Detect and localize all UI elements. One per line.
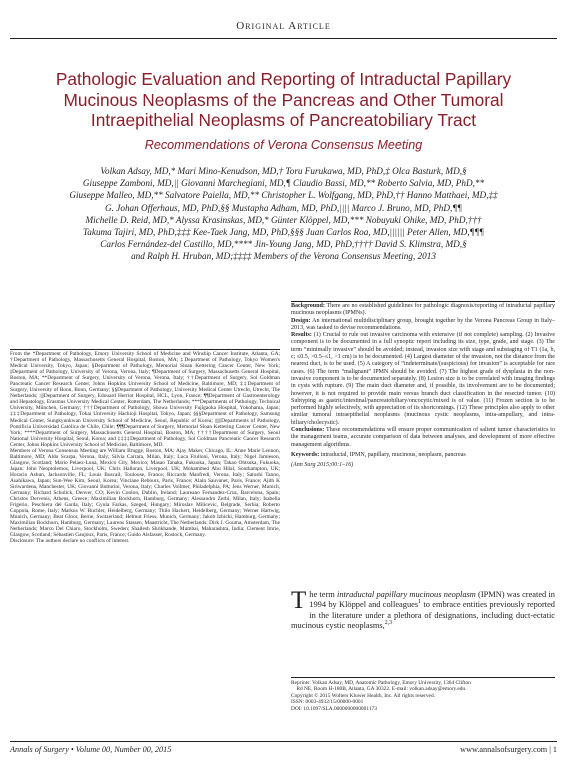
reference-2-3[interactable]: 2,3	[384, 620, 393, 627]
author-line: Giuseppe Zamboni, MD,|| Giovanni Marchegiani, MD,¶ Claudio Bassi, MD,** Roberto Salvia, MD, PhD,**	[82, 178, 485, 189]
intro-text: to embrace entities previously reported in the literature under a plethora of designations, including duct-ectatic mucinous cystic neoplasms,	[291, 600, 555, 631]
design-label: Design:	[291, 317, 311, 324]
abstract-rule	[291, 301, 555, 302]
author-line: and Ralph H. Hruban, MD;‡‡‡‡ Members of the Verona Consensus Meeting, 2013	[131, 251, 436, 262]
members-paragraph: Members of Verona Consensus Meeting are William Brugge, Boston, MA; Ajay Maker, Chicago, IL; Anne Marie Lennon, Baltimore, MD; Aldo Scarpa, Verona, Italy; Silvia Carrara, Milan, Italy; Luca Frulloni, Verona, Italy; Nigel Jamieson, Glasgow, Scotland; Mario Pelaez-Luna, Mexico City, Mexico; Masao Tanaka, Fukuoka, Japan; Takao Ohtsuka, Fukuoka, Japan; John Neoptolemos, Liverpool, UK; Chris Halloran, Liverpool, UK; Mohammed Abu Hilal, Southampton, UK; Horacio Asbun, Jacksonville, FL; Louis Buscail, Toulouse, France; Riccardo Manfredi, Verona, Italy; Satoshi Tanno, Asahikawa, Japan; Sun-Wee Kim, Seoul, Korea; Vinciane Rebours, Paris, France; Alain Sauvanet, Paris, France; Ajith K Siriwardena, Manchester, UK; Giovanni Butturini, Verona, Italy; Charles Vollmer, Philadelphia, PA; Jens Werner, Munich, Germany; Richard Schulick, Denver, CO; Kevin Conlon, Dublin, Ireland; Laureano Fernandez-Cruz, Barcelona, Spain; Christos Dervenis, Athens, Greece; Maximilian Bockhorn, Hamburg, Germany; Alessandro Zerbi, Milan, Italy; Isabella Frigerio, Peschiera del Garda, Italy; Gyula Farkas, Szeged, Hungary; Miroslav Milicevic, Belgrade, Serbia; Roberto Coppola, Rome, Italy; Markus W. Buchler, Heidelberg, Germany; Thilo Hackert, Heidelberg, Germany; Werner Hartwig, Munich, Germany; Beat Gloor, Berne, Switzerland; Helmut Friess, Munich, Germany; Jakob Izbicki, Hamburg, Germany; Maximilian Bockhorn, Hamburg, Germany; Laurens Stassen, Maastricht, The Netherlands; Dirk J. Gouma, Amsterdam, The Netherlands; Marco Del Chiaro, Stockholm, Sweden; Shailesh Shrikhande, Mumbai, Maharashtra, India; Clement Imrie, Glasgow, Scotland; Sébastien Gaujoux, Paris, France; Guido Alsfasser, Rostock, Germany.	[10, 447, 280, 539]
affiliations-rule	[10, 349, 280, 350]
author-line: G. Johan Offerhaus, MD, PhD,§§ Mustapha Adham, MD, PhD,|||| Marco J. Bruno, MD, PhD,¶¶	[105, 202, 462, 213]
design-text: An international multidisciplinary group, brought together by the Verona Pancreas Group in Italy–2013, was tasked to devise recommendations.	[291, 317, 555, 331]
header-rule	[10, 38, 557, 39]
disclosure: Disclosure: The authors declare no conflicts of interest.	[10, 538, 130, 545]
reprints-line: Reprints: Volkan Adsay, MD, Anatomic Pathology, Emory University, 1364 Clifton	[291, 680, 471, 686]
background-text: There are no established guidelines for pathologic diagnosis/reporting of intraductal papillary mucinous neoplasms (IPMNs).	[291, 303, 555, 317]
reference-1[interactable]: 1	[418, 599, 422, 606]
copyright-line: Copyright © 2015 Wolters Kluwer Health, Inc. All rights reserved.	[291, 692, 435, 699]
background-label: Background:	[291, 303, 325, 309]
journal-footer: Annals of Surgery • Volume 00, Number 00, 2015	[10, 745, 172, 754]
author-line: Carlos Fernández-del Castillo, MD,**** Jin-Young Jang, MD, PhD,†††† David S. Klimstra, MD,§	[100, 239, 467, 250]
drop-cap: T	[291, 587, 307, 614]
author-line: Giuseppe Malleo, MD,** Salvatore Paiella, MD,** Christopher L. Wolfgang, MD, PhD,†† Hanno Matthaei, MD,‡‡	[69, 190, 498, 201]
affiliations	[10, 351, 280, 545]
intro-text: he term	[309, 590, 337, 599]
reprints-block	[291, 680, 555, 712]
abstract-background	[291, 303, 555, 318]
abstract-conclusions	[291, 427, 555, 449]
intro-term: intraductal papillary mucinous neoplasm	[337, 590, 476, 599]
conclusions-text: These recommendations will ensure proper communication of salient tumor characteristics to the management teams, accurate comparison of data between analyses, and development of more effective management algorithms.	[291, 427, 555, 448]
article-title: Pathologic Evaluation and Reporting of Intraductal Papillary Mucinous Neoplasms of the Pancreas and Other Tumoral Intraepithelial Neoplasms of Pancreatobiliary Tract	[55, 69, 512, 130]
author-line: Volkan Adsay, MD,* Mari Mino-Kenudson, MD,† Toru Furukawa, MD, PhD,‡ Olca Basturk, MD,§	[100, 166, 467, 176]
intro-text: (IPMN) was created in 1994 by Klöppel and colleagues	[309, 590, 555, 610]
keywords-text: intraductal, IPMN, papillary, mucinous, neoplasm, pancreas	[320, 451, 466, 458]
article-type-label: Original Article	[236, 20, 331, 32]
footer-rule	[10, 741, 557, 742]
author-line: Michelle D. Reid, MD,* Alyssa Krasinskas, MD,* Günter Klöppel, MD,*** Nobuyuki Ohike, MD, PhD,†††	[85, 214, 482, 225]
reprints-line: Rd NE, Room H-180B, Atlanta, GA 30322. E-mail: volkan.adsay@emory.edu.	[291, 686, 467, 693]
abstract-results	[291, 332, 555, 427]
reprints-rule	[291, 677, 555, 678]
issn-line: ISSN: 0003-4932/15/00000-0001	[291, 699, 364, 706]
author-list	[14, 165, 553, 263]
abstract	[291, 303, 555, 470]
article-subtitle: Recommendations of Verona Consensus Meeting	[144, 138, 423, 152]
abstract-design	[291, 318, 555, 333]
results-label: Results:	[291, 332, 312, 339]
introduction	[291, 587, 555, 632]
author-line: Takuma Tajiri, MD, PhD,‡‡‡ Kee-Taek Jang, MD, PhD,§§§ Juan Carlos Roa, MD,|||||| Peter Allen, MD,¶¶¶	[83, 227, 484, 238]
results-text: (1) Crucial to rule out invasive carcinoma with extensive (if not complete) sampling. (2) Invasive component is to be documented in a full synoptic report including its size, type, grade, and stage. (3) The term “minimally invasive” should be avoided; instead, invasion size with stage and substaging of T1 (1a, b, c; ≤0.5, >0.5–≤1, >1 cm) is to be documented. (4) Largest diameter of the invasion, not the distance from the nearest duct, is to be used. (5) A category of “indeterminate/(suspicious) for invasion” is acceptable for rare cases. (6) The term “malignant” IPMN should be avoided. (7) The highest grade of dysplasia in the non-invasive component is to be documented separately. (8) Lesion size is to be correlated with imaging findings in cysts with rupture. (9) The main duct diameter and, if possible, its involvement are to be documented; however, it is not required to provide main versus branch duct classification in the resected tumor. (10) Subtyping as gastric/intestinal/pancreatobiliary/oncocytic/mixed is of value. (11) Frozen section is to be performed highly selectively, with appreciation of its shortcomings. (12) These principles also apply to other similar tumoral intraepithelial neoplasms (mucinous cystic neoplasms, intra-ampullary, and intra-biliary/cholecystic).	[291, 332, 555, 426]
affiliation-paragraph: From the *Department of Pathology, Emory University School of Medicine and Winship Cancer Institute, Atlanta, GA; †Department of Pathology, Massachusetts General Hospital, Boston, MA; ‡Department of Pathology, Tokyo Women's Medical University, Tokyo, Japan; §Department of Pathology, Memorial Sloan Kettering Cancer Center, New York; ||Department of Pathology, University of Verona, Verona, Italy; ¶Department of Surgery, Massachusetts General Hospital, Boston, MA; **Department of Surgery, University of Verona, Verona, Italy; ††Department of Surgery, Sol Goldman Pancreatic Cancer Research Center, Johns Hopkins University School of Medicine, Baltimore, MD; ‡‡Department of Surgery, University of Bonn, Bonn, Germany; §§Department of Pathology, University Medical Center Utrecht, Utrecht, The Netherlands; ||||Department of Surgery, Edouard Herriot Hospital, HCL, Lyon, France; ¶¶Department of Gastroenterology and Hepatology, Erasmus University Medical Center, Rotterdam, The Netherlands; ***Departments of Pathology, Technical University, München, Germany; †††Department of Pathology, Showa University Fujigaoka Hospital, Yokohama, Japan; ‡‡‡Department of Pathology, Tokai University Hachioji Hospital, Tokyo, Japan; §§§Department of Pathology, Samsung Medical Center, Sungkyunkwan University School of Medicine, Seoul, Republic of Korea; ||||||Departments of Pathology, Pontificia Universidad Católica de Chile, Chile; ¶¶¶Department of Surgery, Memorial Sloan Kettering Cancer Center, New York; ****Department of Surgery, Massachusetts General Hospital, Boston, MA; ††††Department of Surgery, Seoul National University Hospital, Seoul, Korea; and ‡‡‡‡Department of Pathology, Sol Goldman Pancreatic Cancer Research Center, Johns Hopkins University School of Medicine, Baltimore, MD.	[10, 351, 280, 448]
keywords-label: Keywords:	[291, 451, 320, 458]
doi-line: DOI: 10.1097/SLA.0000000000001173	[291, 705, 377, 712]
page-footer[interactable]: www.annalsofsurgery.com | 1	[460, 745, 557, 754]
citation: (Ann Surg 2015;00:1–16)	[291, 462, 354, 469]
abstract-keywords	[291, 452, 555, 459]
conclusions-label: Conclusions:	[291, 427, 325, 434]
